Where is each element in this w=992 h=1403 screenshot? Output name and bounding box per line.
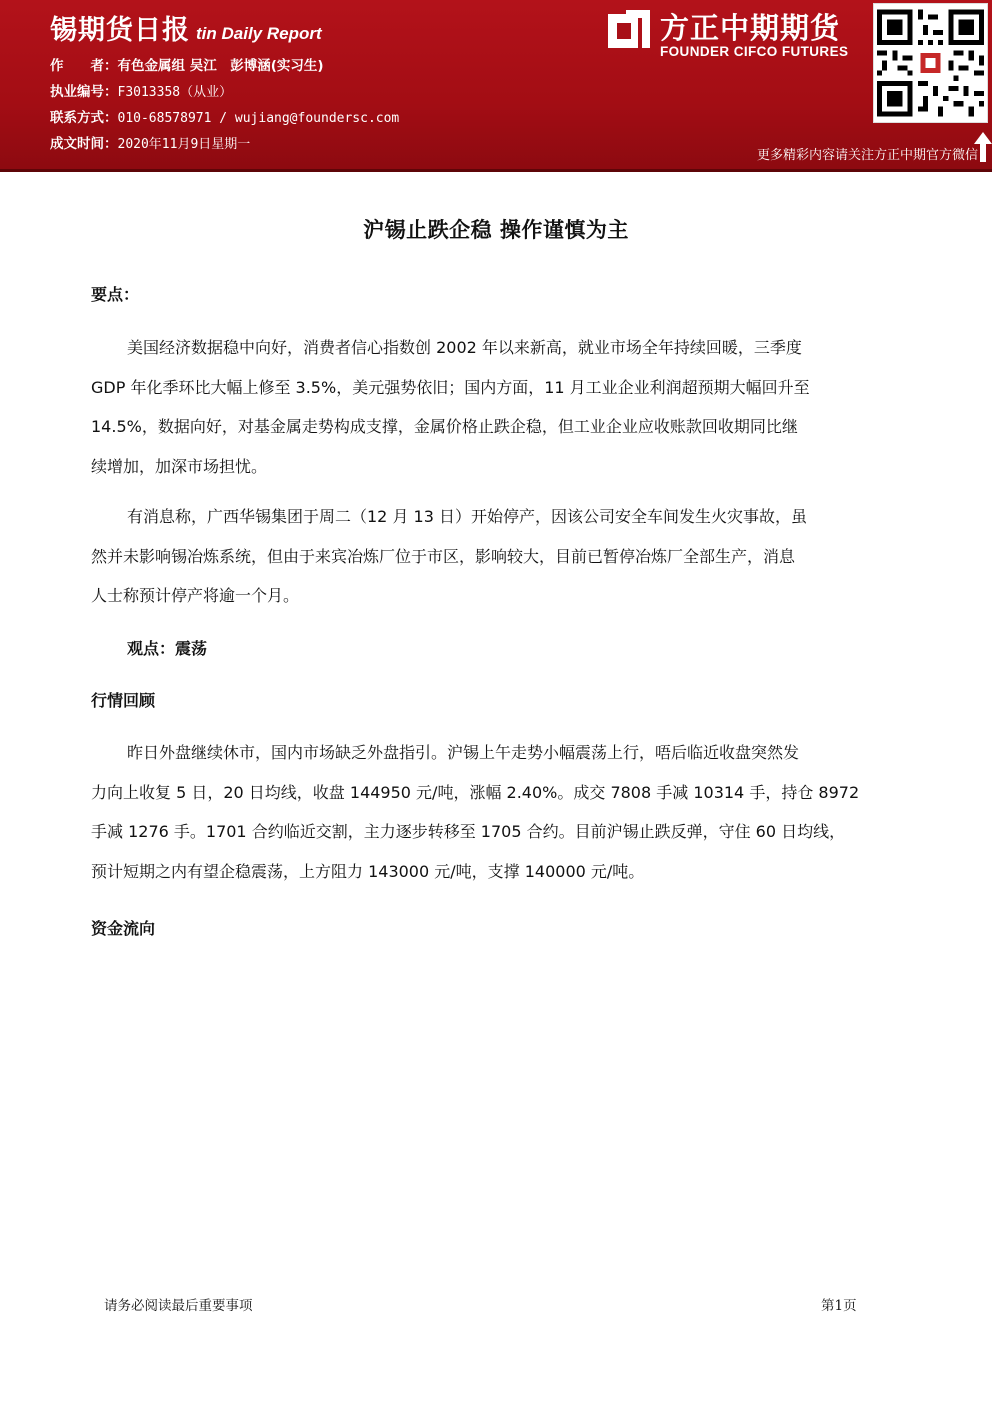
license-label: 执业编号： <box>50 84 118 100</box>
page-number: 第1页 <box>821 1298 857 1314</box>
paragraph-macro <box>91 328 903 486</box>
report-name-en: tin Daily Report <box>196 24 322 43</box>
paragraph-line: 然并未影响锡冶炼系统，但由于来宾冶炼厂位于市区，影响较大，目前已暂停冶炼厂全部生产，消息 <box>91 546 796 566</box>
key-points-heading: 要点： <box>91 285 140 304</box>
fund-flow-heading: 资金流向 <box>91 919 156 938</box>
license-line <box>50 80 232 100</box>
viewpoint: 观点：震荡 <box>127 639 208 658</box>
author-value: 有色金属组 吴江 彭博涵(实习生) <box>117 58 324 74</box>
paragraph-line: 人士称预计停产将逾一个月。 <box>91 586 300 605</box>
report-header <box>0 0 992 172</box>
paragraph-line: 手减 1276 手。1701 合约临近交割，主力逐步转移至 1705 合约。目前沪锡止跌反弹，守住 60 日均线， <box>91 822 846 841</box>
paragraph-line: 有消息称，广西华锡集团于周二（12 月 13 日）开始停产，因该公司安全车间发生火灾事故，虽 <box>127 507 807 526</box>
paragraph-line: 力向上收复 5 日，20 日均线，收盘 144950 元/吨，涨幅 2.40%。成交 7808 手减 10314 手，持仓 8972 <box>91 782 860 802</box>
author-label: 作 者： <box>50 58 118 74</box>
wechat-qr-code <box>873 3 988 123</box>
contact-label: 联系方式： <box>50 110 118 126</box>
company-logo-icon <box>606 8 652 54</box>
contact-value: 010-68578971 / wujiang@foundersc.com <box>117 111 400 126</box>
wechat-follow-note: 更多精彩内容请关注方正中期官方微信 <box>756 148 978 163</box>
paragraph-line: 14.5%，数据向好，对基金属走势构成支撑，金属价格止跌企稳，但工业企业应收账款回收期同比继 <box>91 417 798 436</box>
up-arrow-icon <box>974 132 992 162</box>
author-line <box>50 54 324 74</box>
footer-disclaimer: 请务必阅读最后重要事项 <box>104 1298 253 1314</box>
contact-line <box>50 106 399 126</box>
brand-name-cn: 方正中期期货 <box>660 11 841 45</box>
report-title <box>50 8 322 44</box>
document-title: 沪锡止跌企稳 操作谨慎为主 <box>363 218 629 242</box>
date-label: 成文时间： <box>50 136 118 152</box>
paragraph-market-review <box>91 733 903 891</box>
qr-code-icon <box>877 7 984 119</box>
paragraph-line: GDP 年化季环比大幅上修至 3.5%，美元强势依旧；国内方面，11 月工业企业利润超预期大幅回升至 <box>91 377 810 397</box>
report-name-cn: 锡期货日报 <box>50 15 190 46</box>
paragraph-line: 续增加，加深市场担忧。 <box>91 456 268 476</box>
company-brand <box>606 6 862 60</box>
paragraph-line: 昨日外盘继续休市，国内市场缺乏外盘指引。沪锡上午走势小幅震荡上行，唔后临近收盘突然发 <box>127 743 800 762</box>
paragraph-news <box>91 497 903 616</box>
brand-name-en: FOUNDER CIFCO FUTURES <box>660 44 849 59</box>
paragraph-line: 预计短期之内有望企稳震荡，上方阻力 143000 元/吨，支撑 140000 元/吨。 <box>91 861 645 881</box>
date-line <box>50 132 250 152</box>
market-review-heading: 行情回顾 <box>91 691 156 710</box>
license-value: F3013358（从业） <box>117 85 233 100</box>
paragraph-line: 美国经济数据稳中向好，消费者信心指数创 2002 年以来新高，就业市场全年持续回暖，三季度 <box>127 338 802 357</box>
date-value: 2020年11月9日星期一 <box>117 137 251 152</box>
